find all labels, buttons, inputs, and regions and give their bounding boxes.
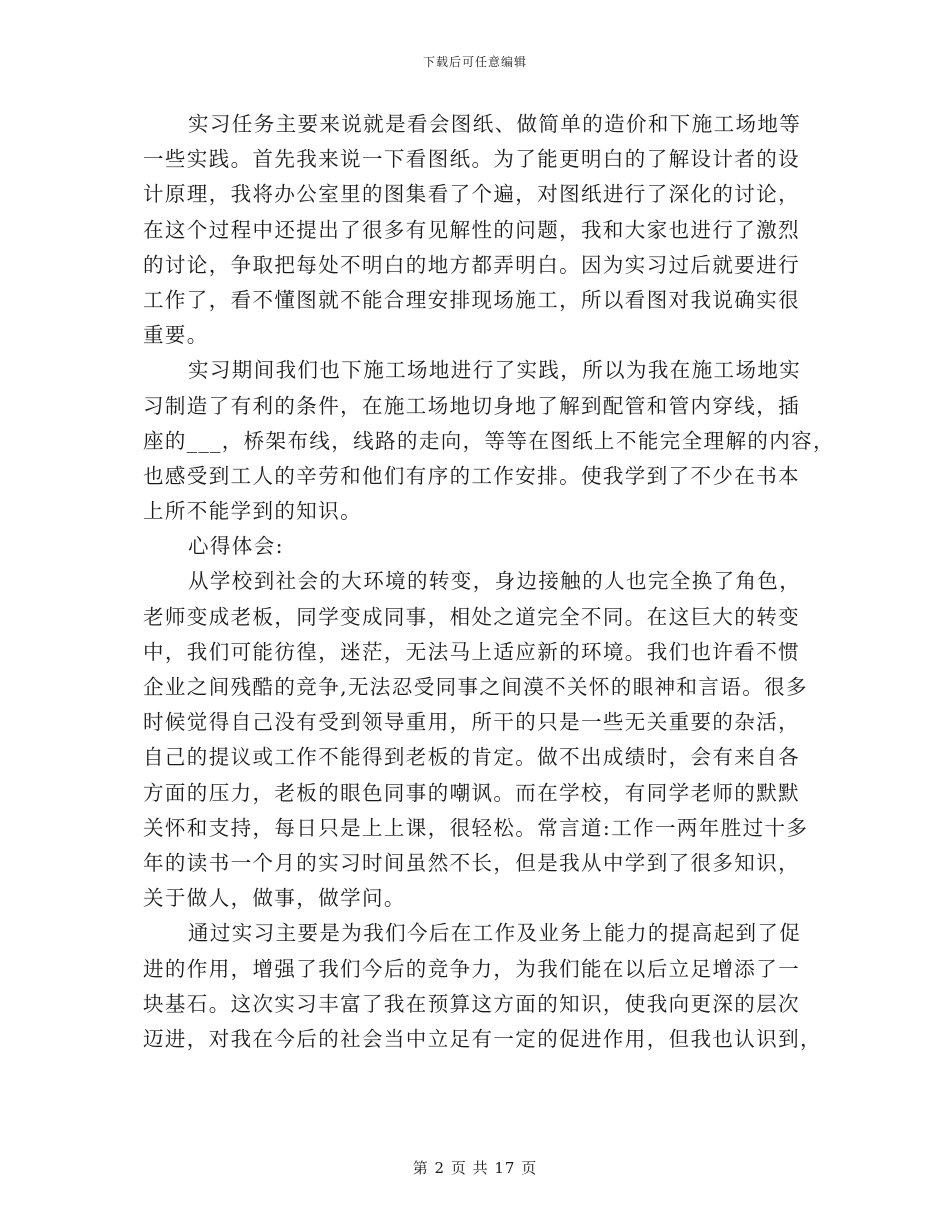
section-heading-reflections [143, 529, 823, 564]
text-line: 迈进，对我在今后的社会当中立足有一定的促进作用，但我也认识到， [143, 1026, 822, 1051]
text-line: 在这个过程中还提出了很多有见解性的问题，我和大家也进行了激烈 [143, 217, 800, 242]
text-line: 从学校到社会的大环境的转变，身边接触的人也完全换了角色， [188, 569, 802, 594]
text-line: 关怀和支持，每日只是上上课，很轻松。常言道:工作一两年胜过十多 [143, 815, 809, 840]
text-line: 自己的提议或工作不能得到老板的肯定。做不出成绩时，会有来自各 [143, 745, 800, 770]
text-line: 习制造了有利的条件，在施工场地切身地了解到配管和管内穿线，插 [143, 393, 800, 418]
page-header: 下载后可任意编辑 [422, 55, 527, 69]
paragraph-internship-outcome [143, 916, 823, 1057]
text-line: 企业之间残酷的竞争,无法忍受同事之间漠不关怀的眼神和言语。很多 [143, 675, 808, 699]
page-number: 第 2 页 共 17 页 [412, 1159, 538, 1177]
text-line: 老师变成老板，同学变成同事，相处之道完全不同。在这巨大的转变 [143, 604, 800, 629]
text-line: 一些实践。首先我来说一下看图纸。为了能更明白的了解设计者的设 [143, 147, 800, 172]
text-line: 中，我们可能彷徨，迷茫，无法马上适应新的环境。我们也许看不惯 [143, 639, 800, 664]
text-line: 重要。 [143, 323, 209, 348]
text-line: 块基石。这次实习丰富了我在预算这方面的知识，使我向更深的层次 [143, 991, 800, 1016]
text-line: 关于做人，做事，做学问。 [143, 886, 406, 911]
paragraph-internship-tasks [143, 107, 823, 353]
paragraph-site-practice [143, 353, 835, 529]
text-line: 通过实习主要是为我们今后在工作及业务上能力的提高起到了促 [188, 921, 802, 946]
section-heading: 心得体会: [188, 534, 284, 559]
document-body [143, 107, 835, 1057]
text-line: 年的读书一个月的实习时间虽然不长，但是我从中学到了很多知识， [143, 850, 800, 875]
text-line: 座的___，桥架布线，线路的走向，等等在图纸上不能完全理解的内容， [143, 428, 835, 453]
text-line: 工作了，看不懂图就不能合理安排现场施工，所以看图对我说确实很 [143, 287, 800, 312]
text-line: 也感受到工人的辛劳和他们有序的工作安排。使我学到了不少在书本 [143, 463, 800, 488]
text-line: 实习期间我们也下施工场地进行了实践，所以为我在施工场地实 [188, 358, 802, 383]
text-line: 实习任务主要来说就是看会图纸、做简单的造价和下施工场地等 [188, 112, 802, 136]
text-line: 计原理，我将办公室里的图集看了个遍，对图纸进行了深化的讨论， [143, 182, 800, 207]
text-line: 进的作用，增强了我们今后的竞争力，为我们能在以后立足增添了一 [143, 956, 800, 981]
paragraph-school-to-society [143, 564, 823, 916]
text-line: 时候觉得自己没有受到领导重用，所干的只是一些无关重要的杂活， [143, 710, 800, 735]
text-line: 上所不能学到的知识。 [143, 499, 362, 524]
text-line: 方面的压力，老板的眼色同事的嘲讽。而在学校，有同学老师的默默 [143, 780, 800, 805]
text-line: 的讨论，争取把每处不明白的地方都弄明白。因为实习过后就要进行 [143, 252, 800, 277]
